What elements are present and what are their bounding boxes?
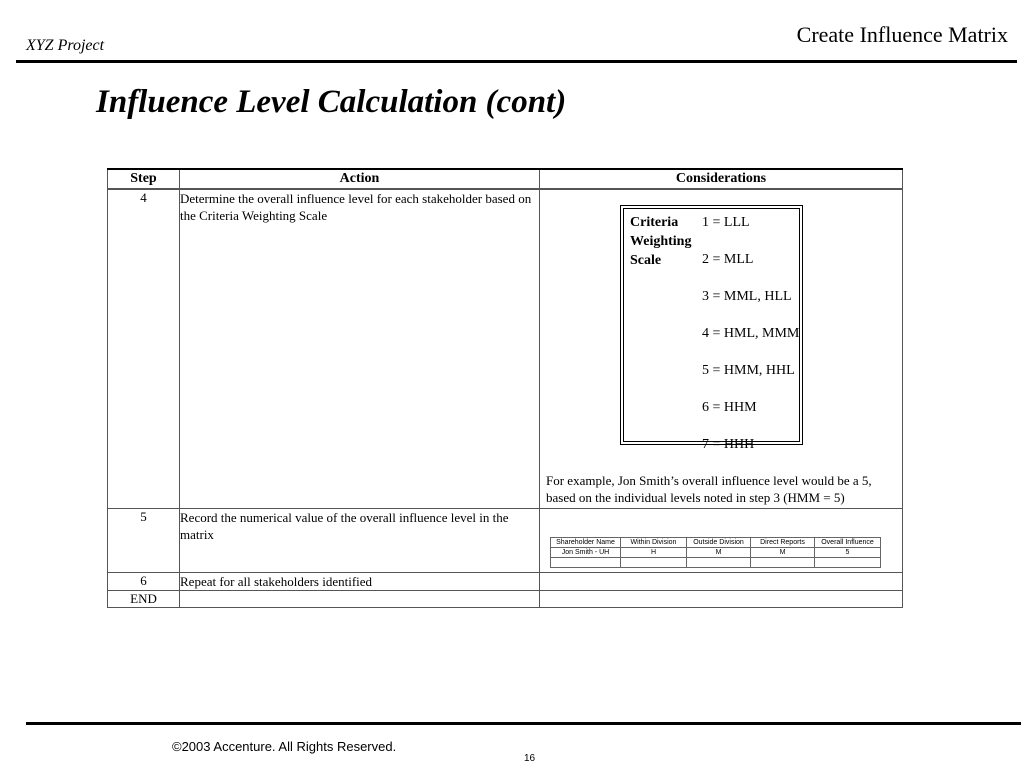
action-cell	[180, 590, 540, 607]
mini-cell	[751, 557, 815, 567]
mini-cell	[815, 557, 881, 567]
scale-item: 5 = HMM, HHL	[702, 363, 795, 378]
mini-cell: H	[621, 547, 687, 557]
mini-cell	[621, 557, 687, 567]
considerations-cell	[540, 508, 903, 572]
mini-row	[551, 547, 881, 557]
scale-item: 2 = MLL	[702, 252, 754, 267]
header-step: Step	[108, 169, 180, 189]
step-cell: 5	[108, 508, 180, 572]
mini-cell: M	[687, 547, 751, 557]
considerations-cell	[540, 590, 903, 607]
example-text: For example, Jon Smith’s overall influence level would be a 5, based on the individual levels noted in step 3 (HMM = 5)	[546, 472, 872, 505]
scale-item: 6 = HHM	[702, 400, 757, 415]
action-cell: Repeat for all stakeholders identified	[180, 572, 540, 590]
table-row	[108, 189, 903, 508]
mini-cell: 5	[815, 547, 881, 557]
scale-label	[630, 213, 702, 270]
bottom-divider	[26, 722, 1021, 725]
scale-item: 3 = MML, HLL	[702, 289, 792, 304]
mini-header-cell: Shareholder Name	[551, 537, 621, 547]
considerations-cell	[540, 189, 903, 508]
mini-cell: Jon Smith - UH	[551, 547, 621, 557]
scale-label-line: Criteria	[630, 215, 679, 230]
header-considerations: Considerations	[540, 169, 903, 189]
scale-items	[702, 213, 799, 472]
page-number: 16	[524, 753, 536, 764]
slide-title: Influence Level Calculation (cont)	[96, 84, 567, 120]
scale-item: 4 = HML, MMM	[702, 326, 800, 341]
scale-item: 7 = HHH	[702, 437, 755, 452]
header-title: Create Influence Matrix	[796, 22, 1008, 47]
action-cell: Determine the overall influence level for each stakeholder based on the Criteria Weighting Scale	[180, 189, 540, 508]
mini-row	[551, 557, 881, 567]
project-name: XYZ Project	[26, 37, 105, 54]
step-cell: 4	[108, 189, 180, 508]
criteria-weighting-scale	[620, 205, 803, 452]
copyright: ©2003 Accenture. All Rights Reserved.	[172, 739, 397, 754]
top-divider	[16, 60, 1017, 63]
mini-header-cell: Within Division	[621, 537, 687, 547]
table-header-row	[108, 169, 903, 189]
mini-cell	[687, 557, 751, 567]
header-action: Action	[180, 169, 540, 189]
mini-header-cell: Overall Influence	[815, 537, 881, 547]
mini-cell: M	[751, 547, 815, 557]
step-cell: END	[108, 590, 180, 607]
scale-label-line: Weighting	[630, 234, 692, 249]
mini-cell	[551, 557, 621, 567]
action-cell: Record the numerical value of the overall influence level in the matrix	[180, 508, 540, 572]
step-cell: 6	[108, 572, 180, 590]
mini-header-cell: Direct Reports	[751, 537, 815, 547]
influence-matrix-sample	[550, 537, 881, 568]
table-row	[108, 590, 903, 607]
table-row	[108, 508, 903, 572]
scale-item: 1 = LLL	[702, 215, 750, 230]
steps-table	[107, 168, 903, 608]
scale-label-line: Scale	[630, 253, 662, 268]
considerations-cell	[540, 572, 903, 590]
mini-header-cell: Outside Division	[687, 537, 751, 547]
mini-header-row	[551, 537, 881, 547]
table-row	[108, 572, 903, 590]
